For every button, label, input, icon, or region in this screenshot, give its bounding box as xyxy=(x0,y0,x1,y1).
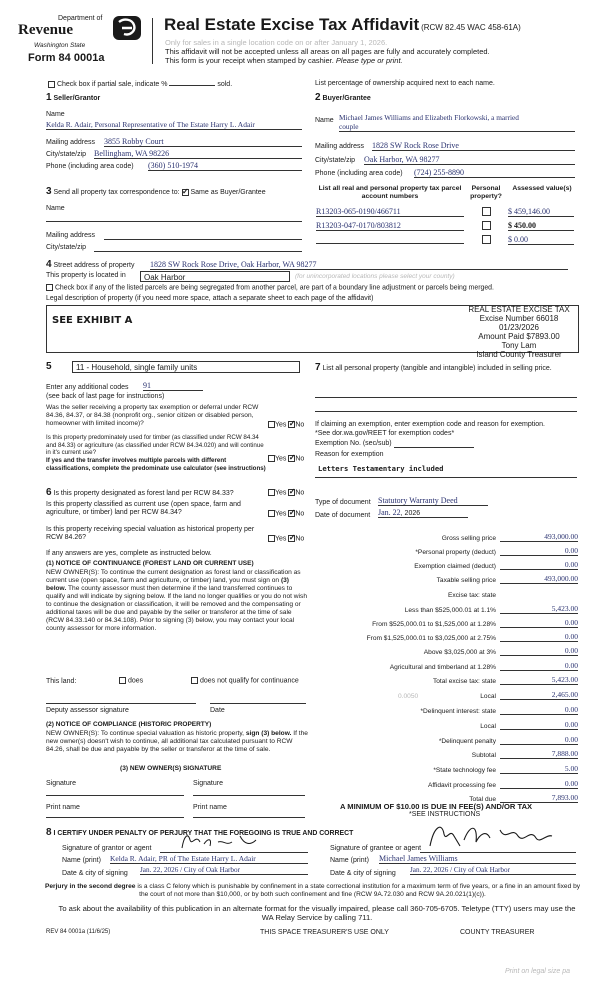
if-yes-note: If any answers are yes, complete as instructed below. xyxy=(46,550,212,557)
exemption-label: If claiming an exemption, enter exemption code and reason for exemption. *See dor.wa.gov/REET for exemption codes* xyxy=(315,421,545,437)
grantor-date-city[interactable]: Jan. 22, 2026 / City of Oak Harbor xyxy=(140,866,308,875)
owner-signature-line-2[interactable] xyxy=(193,794,305,796)
calc-label: Above $3,025,000 at 3% xyxy=(423,649,496,656)
section3-city-line[interactable] xyxy=(94,244,302,252)
calc-label: From $525,000.01 to $1,525,000 at 1.28% xyxy=(372,621,496,628)
located-select[interactable]: Oak Harbor xyxy=(140,271,290,282)
seller-phone[interactable]: (360) 510-1974 xyxy=(148,161,302,171)
same-as-buyer-checkbox[interactable] xyxy=(182,189,189,196)
q1-yes-checkbox[interactable] xyxy=(268,421,275,428)
perjury-notice: Perjury in the second degree is a class C felony which is punishable by confinement in a state correctional institution for a maximum term of five years, or a fine in an amount fixed by the court of not more than $10,000, or by both such confinement and fine (RCW 9A.72.030 and RCW 9A.20.021(1)(c)). xyxy=(44,883,581,898)
stamp-line: Amount Paid $7893.00 xyxy=(478,331,560,341)
calc-row xyxy=(298,560,578,570)
grantee-name-label: Name (print) xyxy=(330,857,369,864)
current-use-yes-checkbox[interactable] xyxy=(268,510,275,517)
notice2-body: NEW OWNER(S): To continue special valuation as historic property, sign (3) below. If the new owner(s) doesn't wish to continue, all additional tax calculated pursuant to RCW 84.26, shall be due and payable by the seller or transferor at the time of sale. xyxy=(46,730,308,753)
grantor-signature-mark xyxy=(160,830,308,852)
calc-label: *Delinquent penalty xyxy=(438,738,496,745)
notice3-title: (3) NEW OWNER(S) SIGNATURE xyxy=(120,765,222,772)
calc-value[interactable]: 0.00 xyxy=(500,546,578,556)
calc-label: Subtotal xyxy=(471,752,496,759)
additional-codes-label: Enter any additional codes xyxy=(46,384,129,391)
calc-row xyxy=(298,618,578,628)
buyer-city[interactable]: Oak Harbor, WA 98277 xyxy=(364,155,575,165)
buyer-phone-label: Phone (including area code) xyxy=(315,170,403,177)
partial-sale-checkbox[interactable] xyxy=(48,81,55,88)
parcel-number[interactable]: R13203-065-0190/466711 xyxy=(316,207,464,217)
parcel-value[interactable]: $ 459,146.00 xyxy=(508,207,574,217)
historic-no-checkbox[interactable] xyxy=(288,535,295,542)
grantor-name[interactable]: Kelda R. Adair, PR of The Estate Harry L. Adair xyxy=(110,854,308,864)
signature-label: Signature xyxy=(46,780,76,787)
s6-q3-answer: Yes ✓ No xyxy=(268,535,304,542)
land-does-not-row: does not qualify for continuance xyxy=(191,677,299,684)
print-name-label: Print name xyxy=(46,804,80,811)
this-land-label: This land: xyxy=(46,678,77,685)
calc-value[interactable]: 5.00 xyxy=(500,764,578,774)
exemption-question: Was the seller receiving a property tax exemption or deferral under RCW 84.36, 84.37, or 84.38 (nonprofit org., senior citizen or disabled person, homeowner with limited income)? xyxy=(46,404,259,427)
calc-value[interactable]: 493,000.00 xyxy=(500,532,578,542)
parcel-value[interactable]: $ 450.00 xyxy=(508,221,574,231)
legal-size-note: Print on legal size pa xyxy=(505,968,570,975)
segregated-checkbox[interactable] xyxy=(46,284,53,291)
exemption-number[interactable] xyxy=(394,440,474,448)
reason-label: Reason for exemption xyxy=(315,451,384,458)
doc-type[interactable]: Statutory Warranty Deed xyxy=(378,496,488,506)
doc-type-label: Type of document xyxy=(315,499,371,506)
notice1-title: (1) NOTICE OF CONTINUANCE (FOREST LAND OR CURRENT USE) xyxy=(46,560,254,567)
reason-line xyxy=(315,476,577,478)
parcel-number[interactable] xyxy=(316,235,464,244)
grantee-signature-mark xyxy=(420,820,576,850)
partial-sale-sold: sold. xyxy=(217,81,233,88)
buyer-heading: 2 Buyer/Grantee xyxy=(315,92,371,103)
stamp-line: Excise Number 66018 xyxy=(479,313,559,323)
seller-mailing-label: Mailing address xyxy=(46,139,96,146)
calc-label: *Personal property (deduct) xyxy=(415,549,496,556)
county-treasurer: COUNTY TREASURER xyxy=(460,929,535,936)
grantor-sig-label: Signature of grantor or agent xyxy=(62,845,152,852)
calc-value[interactable]: 0.00 xyxy=(500,632,578,642)
section4-street-row: 4 Street address of property xyxy=(46,259,135,270)
doc-date-label: Date of document xyxy=(315,512,371,519)
calc-row xyxy=(298,675,578,685)
treasurer-stamp xyxy=(462,306,576,359)
calc-row xyxy=(298,764,578,774)
q2-yes-checkbox[interactable] xyxy=(268,455,275,462)
notice1-body: NEW OWNER(S): To continue the current designation as forest land or classification as current use (open space, farm and agriculture, or timber) land, you must sign on (3) below. The county assessor must then determine if the land transferred continues to qualify and will indicate by signing below. If the land no longer qualifies or you do not wish to continue the designation or classification, it will be removed and the compensating or additional taxes will be due and payable by the seller or transferor at the time of sale (RCW 84.33.140 or 84.34.108). Prior to signing (3) below, you may contact your local county assessor for more information. xyxy=(46,569,307,632)
parcel-number[interactable]: R13203-047-0170/803812 xyxy=(316,221,464,231)
owner-print-line-2[interactable] xyxy=(193,816,305,818)
calc-row xyxy=(298,546,578,556)
legal-description: SEE EXHIBIT A xyxy=(52,315,133,326)
q2-no-checkbox[interactable] xyxy=(288,455,295,462)
grantor-name-label: Name (print) xyxy=(62,857,101,864)
alt-format-notice: To ask about the availability of this publication in an alternate format for the visually impaired, please call 360-705-6705. Teletype (TTY) users may use the WA Relay Service by calling 711. xyxy=(58,904,576,922)
forest-no-checkbox[interactable] xyxy=(288,489,295,496)
segregated-row: Check box if any of the listed parcels are being segregated from another parcel, are part of a boundary line adjustment or parcels being merged. xyxy=(46,284,494,291)
historic-question: Is this property receiving special valuation as historical property per RCW 84.26? xyxy=(46,526,255,541)
print-name-label: Print name xyxy=(193,804,227,811)
calc-value[interactable]: 7,893.00 xyxy=(500,793,578,803)
table-row xyxy=(316,235,576,247)
seller-mailing[interactable]: 3855 Robby Court xyxy=(104,137,302,147)
grantor-date-label: Date & city of signing xyxy=(62,870,128,877)
located-hint: (for unincorporated locations please select your county) xyxy=(295,273,455,280)
use-code-select[interactable]: 11 - Household, single family units xyxy=(72,361,300,373)
parcel-value[interactable]: $ 0.00 xyxy=(508,235,574,245)
signature-label: Signature xyxy=(193,780,223,787)
calc-value[interactable]: 0.00 xyxy=(500,735,578,745)
subtitle-gray: Only for sales in a single location code on or after January 1, 2026. xyxy=(165,38,388,47)
seller-name-label: Name xyxy=(46,111,65,118)
grantor-signature[interactable] xyxy=(160,842,308,853)
section3-name-line[interactable] xyxy=(46,220,302,222)
seller-city-label: City/state/zip xyxy=(46,151,87,158)
parcels-col-personal: Personal property? xyxy=(470,185,502,200)
calc-row xyxy=(298,632,578,642)
section6-q1: 6 Is this property designated as forest land per RCW 84.33? xyxy=(46,487,234,498)
stamp-line: 01/23/2026 xyxy=(498,322,540,332)
land-does-row: does xyxy=(119,677,143,684)
calc-label: Taxable selling price xyxy=(436,577,496,584)
ownership-note: List percentage of ownership acquired next to each name. xyxy=(315,80,495,87)
section3-heading: 3 Send all property tax correspondence to: ✓ Same as Buyer/Grantee xyxy=(46,186,266,197)
parcels-col-value: Assessed value(s) xyxy=(512,185,572,192)
owner-print-line-1[interactable] xyxy=(46,816,184,818)
subtitle-2: This form is your receipt when stamped by cashier. xyxy=(165,56,334,65)
calc-label: Local xyxy=(480,723,496,730)
calc-label: Total due xyxy=(469,796,496,803)
calc-row xyxy=(298,589,578,599)
personal-property-checkbox[interactable] xyxy=(482,235,491,244)
calc-label: Excise tax: state xyxy=(447,592,496,599)
see-back: (see back of last page for instructions) xyxy=(46,393,165,400)
dept-line3: Washington State xyxy=(34,42,86,49)
form-rcw: (RCW 82.45 WAC 458-61A) xyxy=(421,23,521,32)
section5-num: 5 xyxy=(46,361,52,372)
buyer-city-label: City/state/zip xyxy=(315,157,356,164)
owner-signature-line-1[interactable] xyxy=(46,794,184,796)
calc-label: *State technology fee xyxy=(433,767,496,774)
grantee-date-label: Date & city of signing xyxy=(330,870,396,877)
calc-label: Exemption claimed (deduct) xyxy=(414,563,496,570)
calc-row xyxy=(298,735,578,745)
seller-city[interactable]: Bellingham, WA 98226 xyxy=(94,149,302,159)
additional-codes[interactable]: 91 xyxy=(143,381,203,391)
land-does-checkbox[interactable] xyxy=(119,677,126,684)
calc-value[interactable]: 2,465.00 xyxy=(500,690,578,700)
treasurer-use-only: THIS SPACE TREASURER'S USE ONLY xyxy=(260,929,389,936)
stamp-line: Island County Treasurer xyxy=(476,349,562,359)
calc-value[interactable]: 493,000.00 xyxy=(500,574,578,584)
doc-date[interactable]: Jan. 22, 2026 xyxy=(378,508,468,518)
legal-label: Legal description of property (if you need more space, attach a separate sheet to each page of the affidavit) xyxy=(46,295,374,302)
calc-value[interactable]: 0.00 xyxy=(500,661,578,671)
deputy-date-label: Date xyxy=(210,707,225,714)
seller-heading: 1 Seller/Grantor xyxy=(46,92,101,103)
calc-value[interactable]: 0.00 xyxy=(500,560,578,570)
buyer-name-label: Name xyxy=(315,117,334,124)
buyer-mailing[interactable]: 1828 SW Rock Rose Drive xyxy=(372,141,575,151)
calc-value[interactable]: 5,423.00 xyxy=(500,604,578,614)
q1-answer: Yes ✓ No xyxy=(268,421,304,428)
seller-phone-label: Phone (including area code) xyxy=(46,163,134,170)
personal-property-line-2[interactable] xyxy=(315,410,577,412)
calc-row xyxy=(298,532,578,542)
calc-value[interactable]: 7,888.00 xyxy=(500,749,578,759)
deputy-date-line[interactable] xyxy=(210,702,306,704)
calc-row xyxy=(298,690,578,700)
calc-row xyxy=(298,720,578,730)
calc-value[interactable]: 0.00 xyxy=(500,646,578,656)
timber-question: Is this property predominately used for timber (as classified under RCW 84.34 and 84.33) or agriculture (as classified under RCW 84.34.020) and will continue in it's current use? xyxy=(46,434,264,457)
calc-row xyxy=(298,779,578,789)
partial-sale-row xyxy=(48,79,232,88)
grantee-sig-label: Signature of grantee or agent xyxy=(330,845,422,852)
q2-answer: Yes ✓ No xyxy=(268,455,304,462)
historic-yes-checkbox[interactable] xyxy=(268,535,275,542)
calc-row xyxy=(298,604,578,614)
calc-label: Less than $525,000.01 at 1.1% xyxy=(404,607,496,614)
s6-q2-answer: Yes ✓ No xyxy=(268,510,304,517)
section3-mailing-line[interactable] xyxy=(104,232,302,240)
notice2-title: (2) NOTICE OF COMPLIANCE (HISTORIC PROPERTY) xyxy=(46,721,212,728)
located-label: This property is located in xyxy=(46,272,126,279)
buyer-name[interactable]: Michael James Williams and Elizabeth Florkowski, a married xyxy=(339,113,519,122)
buyer-phone[interactable]: (724) 255-8890 xyxy=(414,168,575,178)
personal-property-checkbox[interactable] xyxy=(482,221,491,230)
calc-label: Gross selling price xyxy=(441,535,496,542)
current-use-question: Is this property classified as current use (open space, farm and agriculture, or timber) land per RCW 84.34? xyxy=(46,501,241,516)
calc-value[interactable]: 0.00 xyxy=(500,618,578,628)
calc-row xyxy=(298,646,578,656)
form-number: Form 84 0001a xyxy=(28,52,105,64)
calc-label: From $1,525,000.01 to $3,025,000 at 2.75% xyxy=(366,635,496,642)
exemption-reason[interactable]: Letters Testamentary included xyxy=(318,464,444,473)
calc-value[interactable]: 5,423.00 xyxy=(500,675,578,685)
calc-row xyxy=(298,574,578,584)
personal-property-line-1[interactable] xyxy=(315,396,577,398)
dept-line1: Department of xyxy=(58,15,103,22)
personal-property-checkbox[interactable] xyxy=(482,207,491,216)
forest-yes-checkbox[interactable] xyxy=(268,489,275,496)
property-street[interactable]: 1828 SW Rock Rose Drive, Oak Harbor, WA 98277 xyxy=(150,260,568,270)
certify-row: 8 I CERTIFY UNDER PENALTY OF PERJURY THAT THE FOREGOING IS TRUE AND CORRECT xyxy=(46,827,354,838)
calc-label: Affidavit processing fee xyxy=(427,782,496,789)
calc-row xyxy=(298,749,578,759)
calc-row xyxy=(298,661,578,671)
dept-line2: Revenue xyxy=(18,22,73,38)
form-title: Real Estate Excise Tax Affidavit xyxy=(164,15,420,34)
section3-city-label: City/state/zip xyxy=(46,244,87,251)
minimum-note: A MINIMUM OF $10.00 IS DUE IN FEE(S) AND/OR TAX xyxy=(340,802,533,811)
calc-label: Agricultural and timberland at 1.28% xyxy=(389,664,496,671)
current-use-no-checkbox[interactable] xyxy=(288,510,295,517)
calc-label: Local xyxy=(480,693,496,700)
section7-label: 7 List all personal property (tangible and intangible) included in selling price. xyxy=(315,362,552,373)
s6-q1-answer: Yes ✓ No xyxy=(268,489,304,496)
table-row xyxy=(316,221,576,233)
calc-value[interactable]: 0.00 xyxy=(500,779,578,789)
partial-sale-percent[interactable] xyxy=(169,79,215,86)
calc-label: *Delinquent interest: state xyxy=(420,708,496,715)
buyer-mailing-label: Mailing address xyxy=(315,143,365,150)
timber-question-note: If yes and the transfer involves multiple parcels with different classifications, complete the predominate use calculator (see instructions) xyxy=(46,457,266,472)
stamp-line: Tony Lam xyxy=(501,340,537,350)
exemption-number-label: Exemption No. (sec/sub) xyxy=(315,440,392,447)
grantee-name[interactable]: Michael James Williams xyxy=(379,854,576,864)
q1-no-checkbox[interactable] xyxy=(288,421,295,428)
parcels-col-number: List all real and personal property tax parcel account numbers xyxy=(318,185,462,200)
subtitle-2b: Please type or print. xyxy=(335,56,403,65)
deputy-signature-line[interactable] xyxy=(46,702,196,704)
partial-sale-label: Check box if partial sale, indicate % xyxy=(56,81,168,88)
deputy-label: Deputy assessor signature xyxy=(46,707,129,714)
land-does-not-checkbox[interactable] xyxy=(191,677,198,684)
calc-row xyxy=(298,705,578,715)
section3-mailing-label: Mailing address xyxy=(46,232,96,239)
stamp-line: REAL ESTATE EXCISE TAX xyxy=(468,305,570,314)
seller-name[interactable]: Kelda R. Adair, Personal Representative of The Estate Harry L. Adair xyxy=(46,120,302,130)
calc-value[interactable]: 0.00 xyxy=(500,720,578,730)
wa-state-icon xyxy=(112,15,142,41)
see-instructions: *SEE INSTRUCTIONS xyxy=(409,811,481,818)
table-row xyxy=(316,207,576,219)
calc-value[interactable]: 0.00 xyxy=(500,705,578,715)
section3-name-label: Name xyxy=(46,205,65,212)
grantee-signature[interactable] xyxy=(420,842,576,853)
subtitle-1: This affidavit will not be accepted unless all areas on all pages are fully and accurately completed. xyxy=(165,47,490,56)
local-rate: 0.0050 xyxy=(398,693,419,700)
grantee-date-city[interactable]: Jan. 22, 2026 / City of Oak Harbor xyxy=(410,866,576,875)
buyer-name-2[interactable]: couple xyxy=(339,122,575,132)
rev-number: REV 84 0001a (11/6/25) xyxy=(46,929,111,935)
calc-label: Total excise tax: state xyxy=(432,678,496,685)
